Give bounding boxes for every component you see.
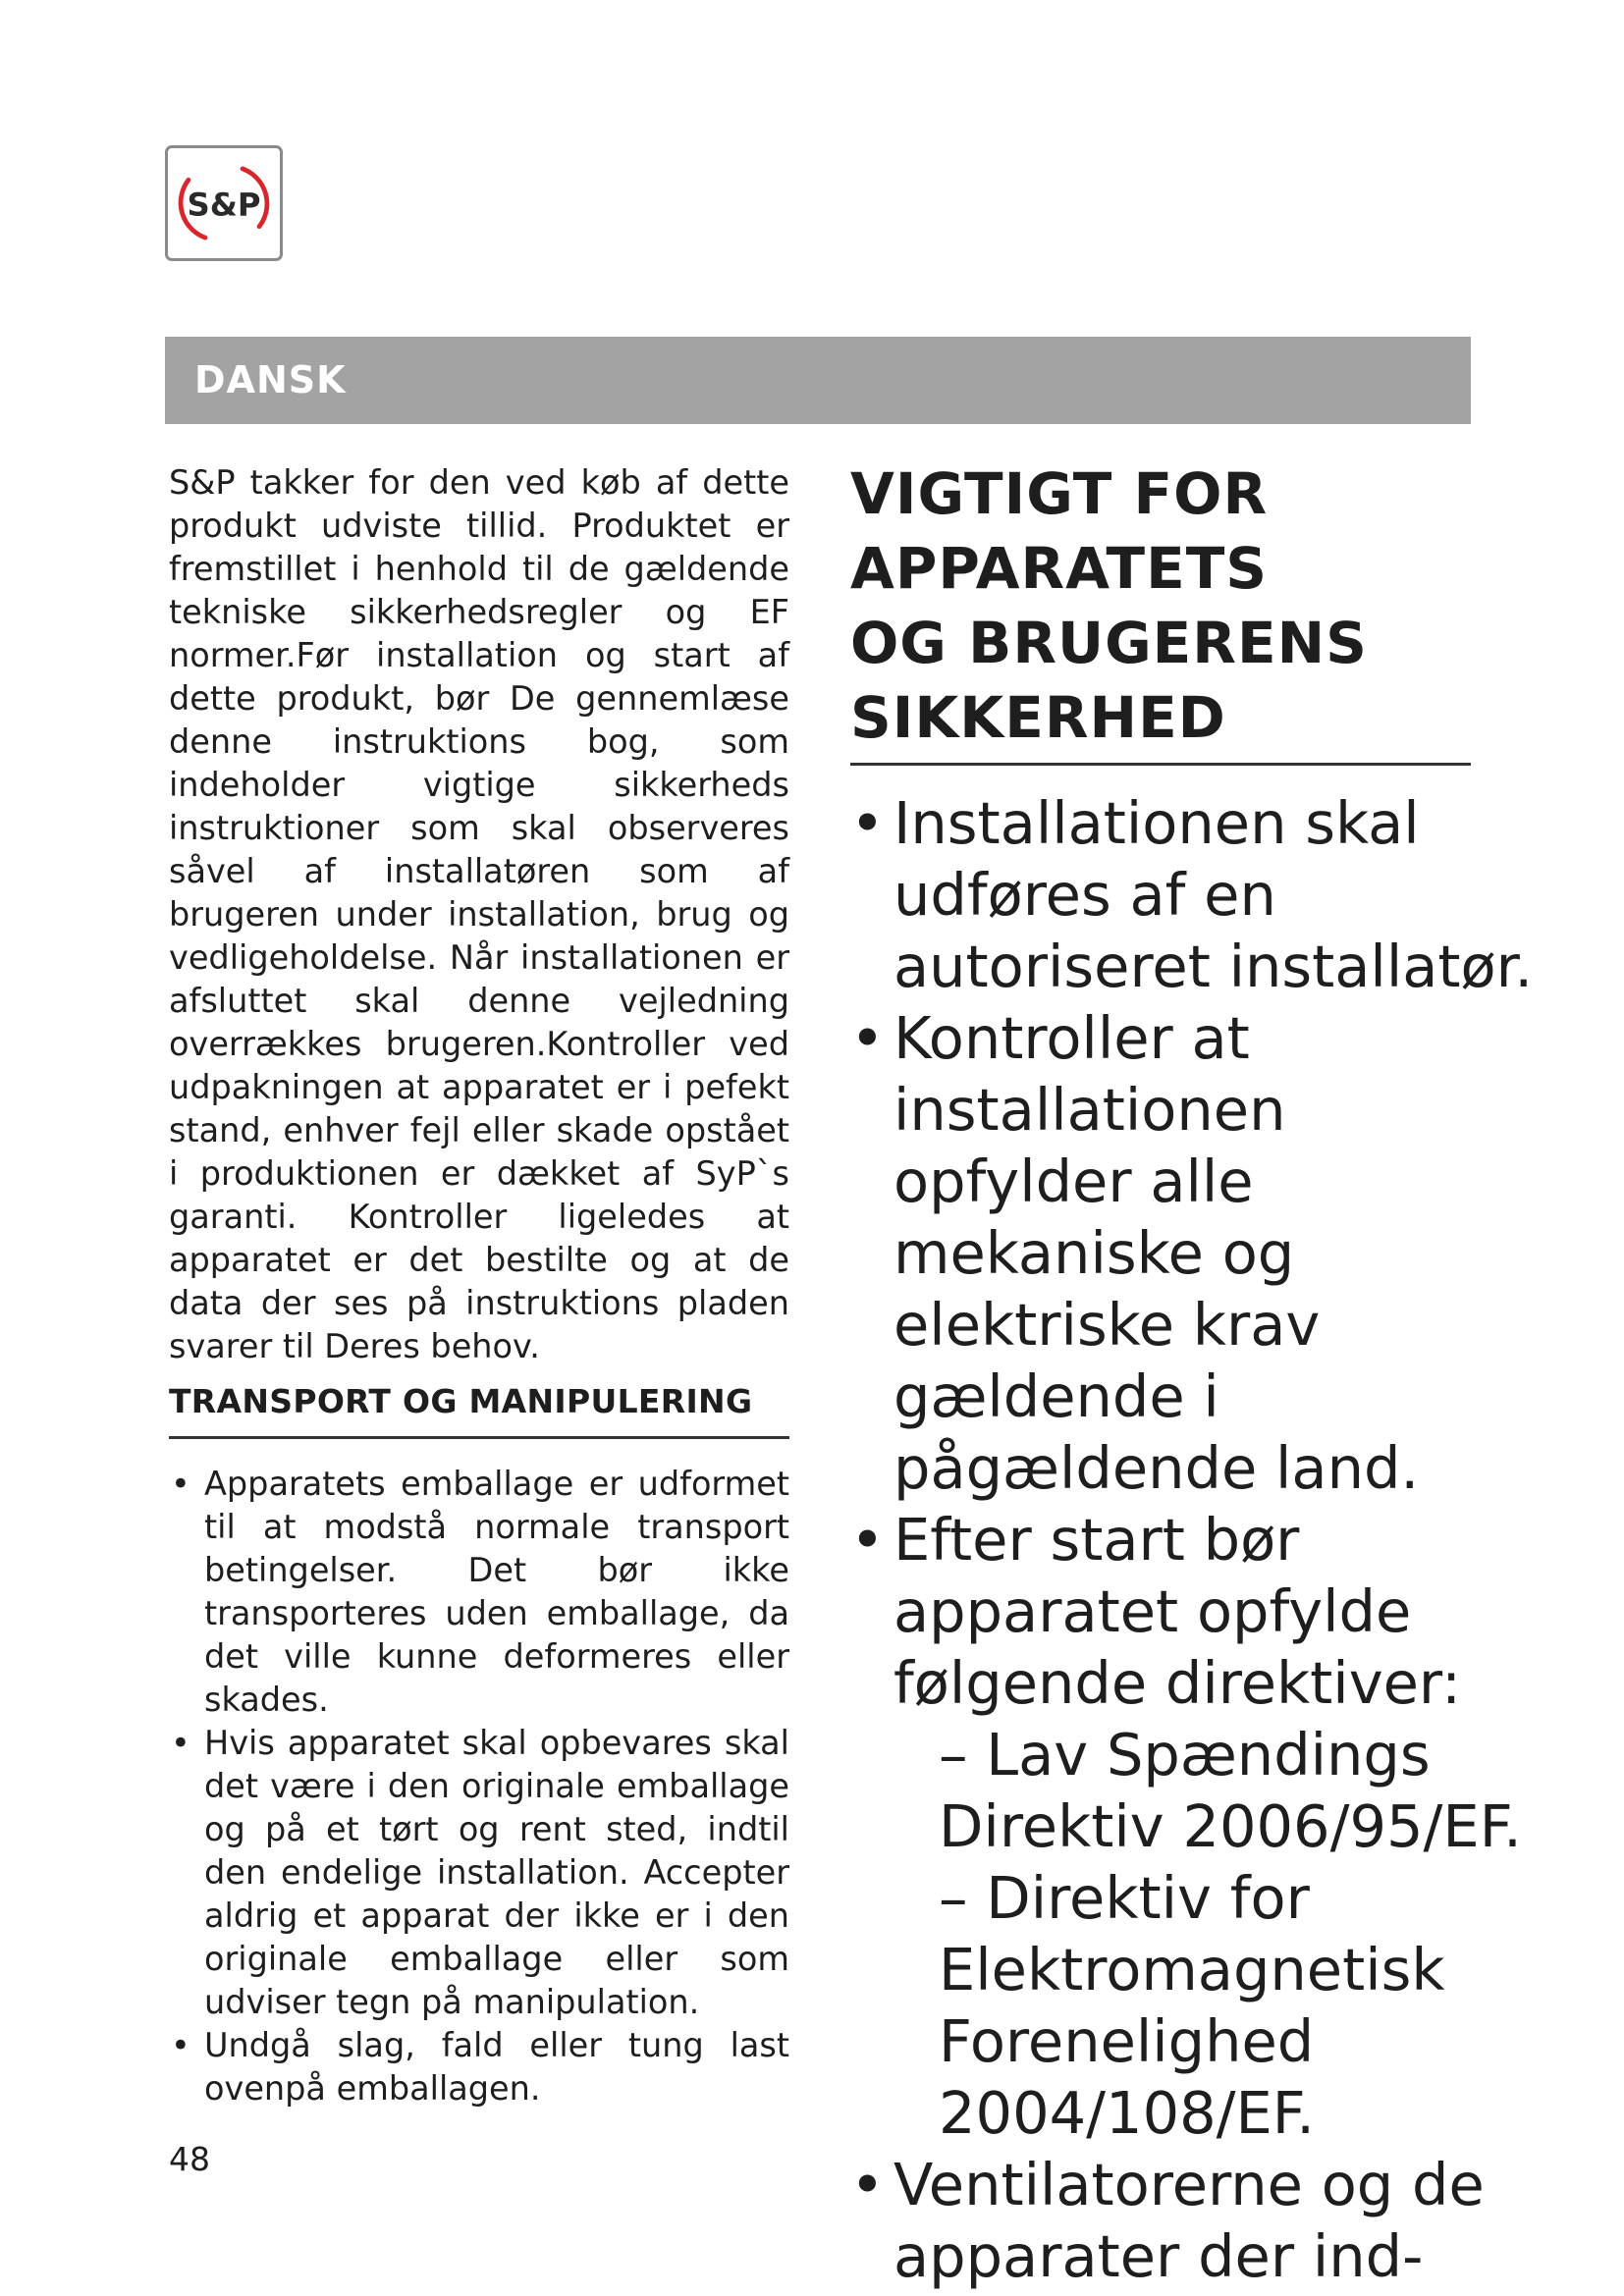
- safety-heading: VIGTIGT FOR APPARATETS OG BRUGERENS SIKKERHED: [850, 460, 1368, 751]
- bullet-icon: •: [171, 1724, 190, 1762]
- intro-section: [169, 461, 789, 1368]
- directive-item: – Lav Spændings Direktiv 2006/95/EF.: [939, 1721, 1522, 1860]
- transport-list: [169, 1463, 789, 2110]
- directive-item: – Direktiv for Elektromagnetisk Forenelighed 2004/108/EF.: [939, 1864, 1445, 2147]
- safety-heading-block: [850, 456, 1479, 766]
- bullet-icon: •: [171, 1465, 190, 1503]
- list-item: • Hvis apparatet skal opbevares skal det være i den originale emballage og på et tørt og rent sted, indtil den endelige installation. Accepter aldrig et apparat der ikke er i den originale emballage eller som udviser tegn på manipulation.: [171, 1724, 789, 2021]
- page-number: 48: [169, 2140, 210, 2178]
- transport-heading: TRANSPORT OG MANIPULERING: [169, 1382, 753, 1420]
- bullet-icon: •: [850, 1004, 885, 1072]
- intro-paragraph: S&P takker for den ved køb af dette produkt udviste tillid. Produktet er fremstillet i henhold til de gældende tekniske sikkerhedsregler og EF normer.Før installation og start af dette produkt, bør De gennemlæse denne instruktions bog, som indeholder vigtige sikkerheds instruktioner som skal observeres såvel af installatøren som af brugeren under installation, brug og vedligeholdelse. Når installationen er afsluttet skal denne vejledning overrækkes brugeren.Kontroller ved udpakningen at apparatet er i pefekt stand, enhver fejl eller skade opstået i produktionen er dækket af SyP`s garanti. Kontroller ligeledes at apparatet er det bestilte og at de data der ses på instruktions pladen svarer til Deres behov.: [169, 463, 789, 1365]
- bullet-icon: •: [850, 789, 885, 857]
- bullet-icon: •: [171, 2026, 190, 2064]
- list-item: • Apparatets emballage er udformet til at modstå normale transport betingelser. Det bør ikke transporteres uden emballage, da det ville kunne deformeres eller skades.: [171, 1465, 789, 1719]
- sp-logo: [165, 145, 283, 261]
- list-item: • Kontroller at installationen opfylder alle mekaniske og elektriske krav gældende i pågældende land.: [850, 1004, 1420, 1502]
- list-item: • Undgå slag, fald eller tung last ovenpå emballagen.: [171, 2026, 789, 2108]
- bullet-icon: •: [850, 1506, 885, 1574]
- transport-heading-block: [169, 1382, 789, 1439]
- list-item: • Installationen skal udføres af en autoriseret installatør.: [850, 789, 1534, 1000]
- list-item: • Ventilatorerne og de apparater der ind-: [850, 2151, 1485, 2290]
- language-label: DANSK: [194, 358, 347, 401]
- list-item: • Efter start bør apparatet opfylde følgende direktiver:: [850, 1506, 1462, 1717]
- sp-logo-mark: [168, 148, 280, 258]
- logo-text: S&P: [187, 186, 261, 224]
- transport-divider: [169, 1436, 789, 1439]
- language-bar: [165, 337, 1471, 424]
- bullet-icon: •: [850, 2151, 885, 2218]
- safety-list: [850, 787, 1538, 2292]
- safety-divider: [850, 763, 1471, 766]
